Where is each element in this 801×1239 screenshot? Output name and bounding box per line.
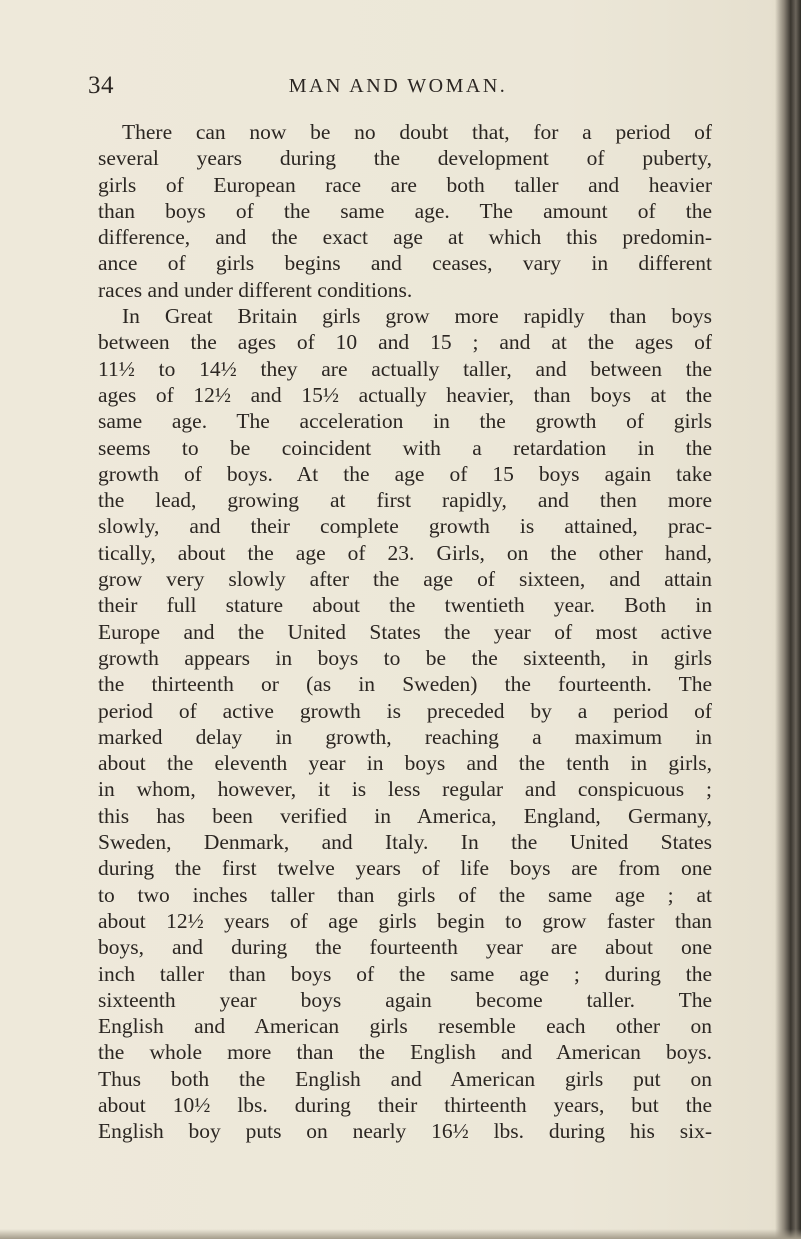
text-line: sixteenth year boys again become taller. The bbox=[98, 987, 712, 1012]
text-line: to two inches taller than girls of the same age ; at bbox=[98, 882, 712, 907]
text-line: growth of boys. At the age of 15 boys again take bbox=[98, 461, 712, 486]
text-line: this has been verified in America, England, Germany, bbox=[98, 803, 712, 828]
text-line: the lead, growing at first rapidly, and then more bbox=[98, 488, 712, 513]
text-line: than boys of the same age. The amount of the bbox=[98, 198, 712, 223]
text-line: the whole more than the English and American boys. bbox=[98, 1040, 712, 1065]
text-line: between the ages of 10 and 15 ; and at the ages of bbox=[98, 330, 712, 355]
text-line: their full stature about the twentieth year. Both in bbox=[98, 593, 712, 618]
text-line: about the eleventh year in boys and the tenth in girls, bbox=[98, 751, 712, 776]
running-head: MAN AND WOMAN. bbox=[288, 75, 508, 97]
text-line: There can now be no doubt that, for a period of bbox=[122, 120, 712, 144]
text-line: same age. The acceleration in the growth of girls bbox=[98, 409, 712, 434]
text-line: period of active growth is preceded by a period of bbox=[98, 698, 712, 723]
text-line: Sweden, Denmark, and Italy. In the United States bbox=[98, 830, 712, 855]
text-line: races and under different conditions. bbox=[98, 277, 413, 302]
text-line: difference, and the exact age at which this predomin- bbox=[98, 225, 712, 250]
text-line: the thirteenth or (as in Sweden) the fourteenth. The bbox=[98, 672, 712, 697]
page-header bbox=[88, 72, 708, 104]
text-line: about 12½ years of age girls begin to grow faster than bbox=[98, 908, 712, 933]
text-line: several years during the development of puberty, bbox=[98, 146, 712, 171]
text-line: marked delay in growth, reaching a maximum in bbox=[98, 724, 712, 749]
text-line: during the first twelve years of life boys are from one bbox=[98, 856, 712, 881]
page-number: 34 bbox=[88, 72, 114, 99]
text-line: girls of European race are both taller and heavier bbox=[98, 172, 712, 197]
text-line: seems to be coincident with a retardation in the bbox=[98, 435, 712, 460]
text-line: about 10½ lbs. during their thirteenth years, but the bbox=[98, 1092, 712, 1117]
binding-shadow bbox=[775, 0, 801, 1239]
text-line: Europe and the United States the year of most active bbox=[98, 619, 712, 644]
text-line: English and American girls resemble each other on bbox=[98, 1014, 712, 1039]
body-text bbox=[98, 119, 712, 1145]
text-line: English boy puts on nearly 16½ lbs. during his six- bbox=[98, 1119, 712, 1144]
text-line: ance of girls begins and ceases, vary in different bbox=[98, 251, 712, 276]
text-line: inch taller than boys of the same age ; during the bbox=[98, 961, 712, 986]
text-line: tically, about the age of 23. Girls, on the other hand, bbox=[98, 540, 712, 565]
text-line: Thus both the English and American girls put on bbox=[98, 1066, 712, 1091]
text-line: slowly, and their complete growth is attained, prac- bbox=[98, 514, 712, 539]
text-line: ages of 12½ and 15½ actually heavier, than boys at the bbox=[98, 382, 712, 407]
text-line: growth appears in boys to be the sixteenth, in girls bbox=[98, 645, 712, 670]
text-line: grow very slowly after the age of sixteen, and attain bbox=[98, 567, 712, 592]
page-bottom-edge bbox=[0, 1229, 801, 1239]
text-line: boys, and during the fourteenth year are about one bbox=[98, 935, 712, 960]
text-line: in whom, however, it is less regular and conspicuous ; bbox=[98, 777, 712, 802]
text-line: In Great Britain girls grow more rapidly than boys bbox=[122, 304, 712, 329]
text-line: 11½ to 14½ they are actually taller, and between the bbox=[98, 356, 712, 381]
